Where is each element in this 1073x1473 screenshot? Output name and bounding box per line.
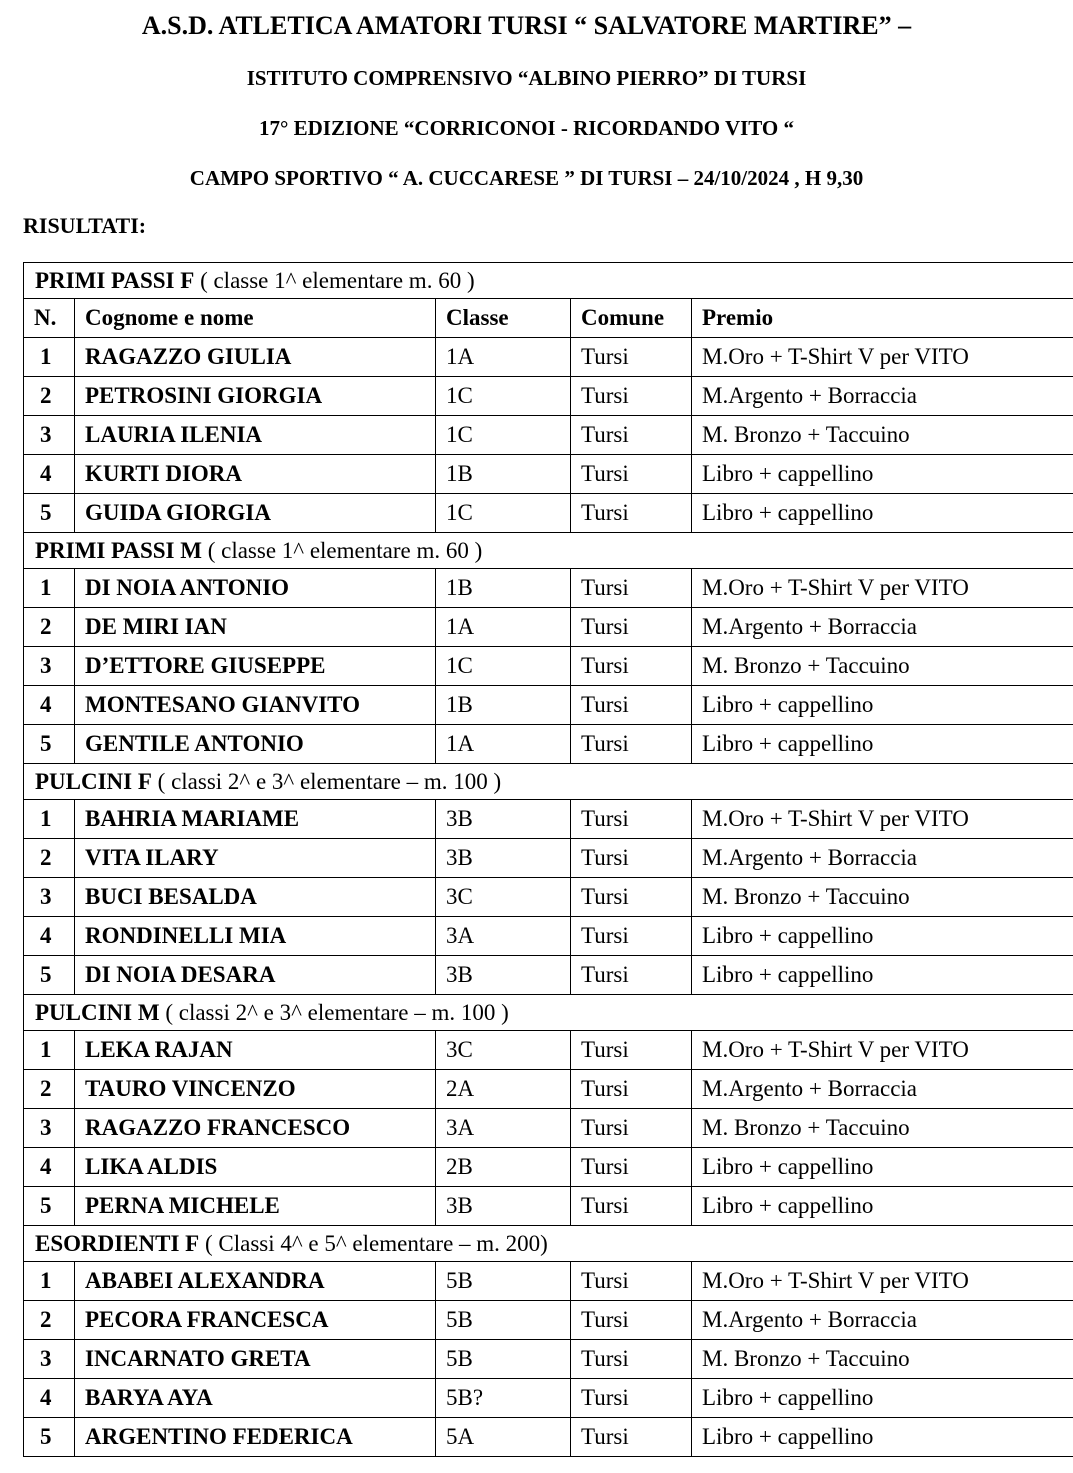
class-cell: 3C bbox=[436, 1031, 571, 1070]
town-cell: Tursi bbox=[571, 956, 692, 995]
table-row bbox=[24, 608, 1073, 647]
position-number: 3 bbox=[24, 1109, 75, 1148]
athlete-name: LEKA RAJAN bbox=[75, 1031, 436, 1070]
position-number: 4 bbox=[24, 1379, 75, 1418]
town-cell: Tursi bbox=[571, 416, 692, 455]
section-name: PRIMI PASSI M bbox=[35, 537, 202, 563]
town-cell: Tursi bbox=[571, 725, 692, 764]
prize-cell: M.Argento + Borraccia bbox=[692, 1070, 1073, 1109]
prize-cell: Libro + cappellino bbox=[692, 956, 1073, 995]
prize-cell: M. Bronzo + Taccuino bbox=[692, 416, 1073, 455]
class-cell: 2B bbox=[436, 1148, 571, 1187]
town-cell: Tursi bbox=[571, 1187, 692, 1226]
athlete-name: D’ETTORE GIUSEPPE bbox=[75, 647, 436, 686]
prize-cell: M. Bronzo + Taccuino bbox=[692, 1340, 1073, 1379]
athlete-name: DE MIRI IAN bbox=[75, 608, 436, 647]
athlete-name: ARGENTINO FEDERICA bbox=[75, 1418, 436, 1457]
prize-cell: Libro + cappellino bbox=[692, 494, 1073, 533]
table-row bbox=[24, 1187, 1073, 1226]
table-row bbox=[24, 1301, 1073, 1340]
col-header-prize: Premio bbox=[692, 299, 1073, 338]
prize-cell: M.Argento + Borraccia bbox=[692, 608, 1073, 647]
position-number: 2 bbox=[24, 377, 75, 416]
athlete-name: LAURIA ILENIA bbox=[75, 416, 436, 455]
document-title: A.S.D. ATLETICA AMATORI TURSI “ SALVATORE MARTIRE” – bbox=[141, 11, 912, 40]
table-row bbox=[24, 917, 1073, 956]
prize-cell: M.Argento + Borraccia bbox=[692, 1301, 1073, 1340]
prize-cell: M. Bronzo + Taccuino bbox=[692, 878, 1073, 917]
table-row bbox=[24, 569, 1073, 608]
column-header-row bbox=[24, 299, 1073, 338]
class-cell: 1C bbox=[436, 494, 571, 533]
town-cell: Tursi bbox=[571, 1301, 692, 1340]
class-cell: 3B bbox=[436, 956, 571, 995]
class-cell: 3A bbox=[436, 1109, 571, 1148]
town-cell: Tursi bbox=[571, 917, 692, 956]
table-row bbox=[24, 1148, 1073, 1187]
athlete-name: ABABEI ALEXANDRA bbox=[75, 1262, 436, 1301]
section-header-row bbox=[24, 1226, 1073, 1262]
athlete-name: BAHRIA MARIAME bbox=[75, 800, 436, 839]
prize-cell: Libro + cappellino bbox=[692, 686, 1073, 725]
position-number: 3 bbox=[24, 878, 75, 917]
athlete-name: MONTESANO GIANVITO bbox=[75, 686, 436, 725]
town-cell: Tursi bbox=[571, 338, 692, 377]
col-header-name: Cognome e nome bbox=[75, 299, 436, 338]
class-cell: 5B bbox=[436, 1262, 571, 1301]
section-detail: ( classe 1^ elementare m. 60 ) bbox=[194, 267, 475, 293]
town-cell: Tursi bbox=[571, 647, 692, 686]
prize-cell: Libro + cappellino bbox=[692, 725, 1073, 764]
town-cell: Tursi bbox=[571, 494, 692, 533]
class-cell: 5A bbox=[436, 1418, 571, 1457]
results-label: RISULTATI: bbox=[23, 213, 147, 238]
prize-cell: M.Argento + Borraccia bbox=[692, 839, 1073, 878]
class-cell: 1A bbox=[436, 608, 571, 647]
position-number: 3 bbox=[24, 647, 75, 686]
town-cell: Tursi bbox=[571, 1262, 692, 1301]
town-cell: Tursi bbox=[571, 1418, 692, 1457]
position-number: 1 bbox=[24, 338, 75, 377]
town-cell: Tursi bbox=[571, 1070, 692, 1109]
section-header bbox=[24, 764, 1073, 800]
section-name: ESORDIENTI F bbox=[35, 1230, 200, 1256]
prize-cell: M.Oro + T-Shirt V per VITO bbox=[692, 569, 1073, 608]
section-name: PULCINI M bbox=[35, 999, 160, 1025]
athlete-name: PECORA FRANCESCA bbox=[75, 1301, 436, 1340]
section-header-row bbox=[24, 263, 1073, 299]
town-cell: Tursi bbox=[571, 569, 692, 608]
table-row bbox=[24, 800, 1073, 839]
table-row bbox=[24, 1418, 1073, 1457]
section-header bbox=[24, 533, 1073, 569]
athlete-name: KURTI DIORA bbox=[75, 455, 436, 494]
section-header bbox=[24, 1226, 1073, 1262]
position-number: 4 bbox=[24, 917, 75, 956]
position-number: 4 bbox=[24, 686, 75, 725]
athlete-name: PETROSINI GIORGIA bbox=[75, 377, 436, 416]
position-number: 3 bbox=[24, 416, 75, 455]
table-row bbox=[24, 686, 1073, 725]
athlete-name: RAGAZZO FRANCESCO bbox=[75, 1109, 436, 1148]
table-row bbox=[24, 1379, 1073, 1418]
athlete-name: BARYA AYA bbox=[75, 1379, 436, 1418]
town-cell: Tursi bbox=[571, 878, 692, 917]
town-cell: Tursi bbox=[571, 1340, 692, 1379]
class-cell: 3B bbox=[436, 1187, 571, 1226]
table-row bbox=[24, 494, 1073, 533]
position-number: 1 bbox=[24, 1031, 75, 1070]
section-header-row bbox=[24, 995, 1073, 1031]
athlete-name: DI NOIA ANTONIO bbox=[75, 569, 436, 608]
table-row bbox=[24, 455, 1073, 494]
class-cell: 1A bbox=[436, 338, 571, 377]
class-cell: 3A bbox=[436, 917, 571, 956]
table-row bbox=[24, 338, 1073, 377]
event-venue-date: CAMPO SPORTIVO “ A. CUCCARESE ” DI TURSI – 24/10/2024 , H 9,30 bbox=[189, 166, 864, 190]
class-cell: 5B? bbox=[436, 1379, 571, 1418]
prize-cell: M.Oro + T-Shirt V per VITO bbox=[692, 338, 1073, 377]
section-detail: ( Classi 4^ e 5^ elementare – m. 200) bbox=[199, 1230, 548, 1256]
class-cell: 1C bbox=[436, 647, 571, 686]
prize-cell: M.Argento + Borraccia bbox=[692, 377, 1073, 416]
table-row bbox=[24, 1070, 1073, 1109]
class-cell: 1C bbox=[436, 416, 571, 455]
athlete-name: VITA ILARY bbox=[75, 839, 436, 878]
prize-cell: M.Oro + T-Shirt V per VITO bbox=[692, 800, 1073, 839]
position-number: 1 bbox=[24, 569, 75, 608]
position-number: 4 bbox=[24, 1148, 75, 1187]
table-row bbox=[24, 1340, 1073, 1379]
section-name: PRIMI PASSI F bbox=[35, 267, 195, 293]
town-cell: Tursi bbox=[571, 1109, 692, 1148]
class-cell: 1B bbox=[436, 569, 571, 608]
prize-cell: M.Oro + T-Shirt V per VITO bbox=[692, 1031, 1073, 1070]
town-cell: Tursi bbox=[571, 1148, 692, 1187]
class-cell: 1C bbox=[436, 377, 571, 416]
prize-cell: M. Bronzo + Taccuino bbox=[692, 647, 1073, 686]
position-number: 5 bbox=[24, 956, 75, 995]
town-cell: Tursi bbox=[571, 1031, 692, 1070]
town-cell: Tursi bbox=[571, 686, 692, 725]
section-detail: ( classi 2^ e 3^ elementare – m. 100 ) bbox=[151, 768, 502, 794]
prize-cell: M. Bronzo + Taccuino bbox=[692, 1109, 1073, 1148]
section-header-row bbox=[24, 764, 1073, 800]
athlete-name: GENTILE ANTONIO bbox=[75, 725, 436, 764]
section-header bbox=[24, 263, 1073, 299]
col-header-number: N. bbox=[24, 299, 75, 338]
prize-cell: Libro + cappellino bbox=[692, 1148, 1073, 1187]
position-number: 5 bbox=[24, 1418, 75, 1457]
athlete-name: BUCI BESALDA bbox=[75, 878, 436, 917]
position-number: 4 bbox=[24, 455, 75, 494]
class-cell: 3B bbox=[436, 800, 571, 839]
athlete-name: GUIDA GIORGIA bbox=[75, 494, 436, 533]
prize-cell: Libro + cappellino bbox=[692, 1187, 1073, 1226]
section-detail: ( classi 2^ e 3^ elementare – m. 100 ) bbox=[159, 999, 509, 1025]
table-row bbox=[24, 725, 1073, 764]
table-row bbox=[24, 1262, 1073, 1301]
table-row bbox=[24, 647, 1073, 686]
class-cell: 5B bbox=[436, 1340, 571, 1379]
town-cell: Tursi bbox=[571, 377, 692, 416]
results-table bbox=[23, 262, 1073, 1457]
section-header-row bbox=[24, 533, 1073, 569]
athlete-name: RAGAZZO GIULIA bbox=[75, 338, 436, 377]
athlete-name: DI NOIA DESARA bbox=[75, 956, 436, 995]
table-row bbox=[24, 416, 1073, 455]
col-header-town: Comune bbox=[571, 299, 692, 338]
position-number: 2 bbox=[24, 839, 75, 878]
town-cell: Tursi bbox=[571, 800, 692, 839]
class-cell: 1B bbox=[436, 686, 571, 725]
class-cell: 1B bbox=[436, 455, 571, 494]
position-number: 5 bbox=[24, 725, 75, 764]
position-number: 2 bbox=[24, 608, 75, 647]
position-number: 5 bbox=[24, 1187, 75, 1226]
event-edition: 17° EDIZIONE “CORRICONOI - RICORDANDO VITO “ bbox=[258, 116, 795, 140]
athlete-name: LIKA ALDIS bbox=[75, 1148, 436, 1187]
town-cell: Tursi bbox=[571, 455, 692, 494]
position-number: 1 bbox=[24, 1262, 75, 1301]
position-number: 5 bbox=[24, 494, 75, 533]
prize-cell: M.Oro + T-Shirt V per VITO bbox=[692, 1262, 1073, 1301]
town-cell: Tursi bbox=[571, 839, 692, 878]
section-name: PULCINI F bbox=[35, 768, 152, 794]
position-number: 1 bbox=[24, 800, 75, 839]
section-detail: ( classe 1^ elementare m. 60 ) bbox=[201, 537, 483, 563]
table-row bbox=[24, 377, 1073, 416]
table-row bbox=[24, 839, 1073, 878]
school-name: ISTITUTO COMPRENSIVO “ALBINO PIERRO” DI TURSI bbox=[246, 66, 807, 90]
prize-cell: Libro + cappellino bbox=[692, 917, 1073, 956]
athlete-name: TAURO VINCENZO bbox=[75, 1070, 436, 1109]
town-cell: Tursi bbox=[571, 608, 692, 647]
table-row bbox=[24, 956, 1073, 995]
class-cell: 5B bbox=[436, 1301, 571, 1340]
class-cell: 3B bbox=[436, 839, 571, 878]
results-table-body bbox=[24, 263, 1073, 1457]
athlete-name: PERNA MICHELE bbox=[75, 1187, 436, 1226]
position-number: 3 bbox=[24, 1340, 75, 1379]
athlete-name: INCARNATO GRETA bbox=[75, 1340, 436, 1379]
table-row bbox=[24, 878, 1073, 917]
col-header-class: Classe bbox=[436, 299, 571, 338]
athlete-name: RONDINELLI MIA bbox=[75, 917, 436, 956]
position-number: 2 bbox=[24, 1070, 75, 1109]
prize-cell: Libro + cappellino bbox=[692, 1418, 1073, 1457]
town-cell: Tursi bbox=[571, 1379, 692, 1418]
table-row bbox=[24, 1031, 1073, 1070]
prize-cell: Libro + cappellino bbox=[692, 455, 1073, 494]
position-number: 2 bbox=[24, 1301, 75, 1340]
prize-cell: Libro + cappellino bbox=[692, 1379, 1073, 1418]
class-cell: 1A bbox=[436, 725, 571, 764]
class-cell: 3C bbox=[436, 878, 571, 917]
table-row bbox=[24, 1109, 1073, 1148]
section-header bbox=[24, 995, 1073, 1031]
class-cell: 2A bbox=[436, 1070, 571, 1109]
